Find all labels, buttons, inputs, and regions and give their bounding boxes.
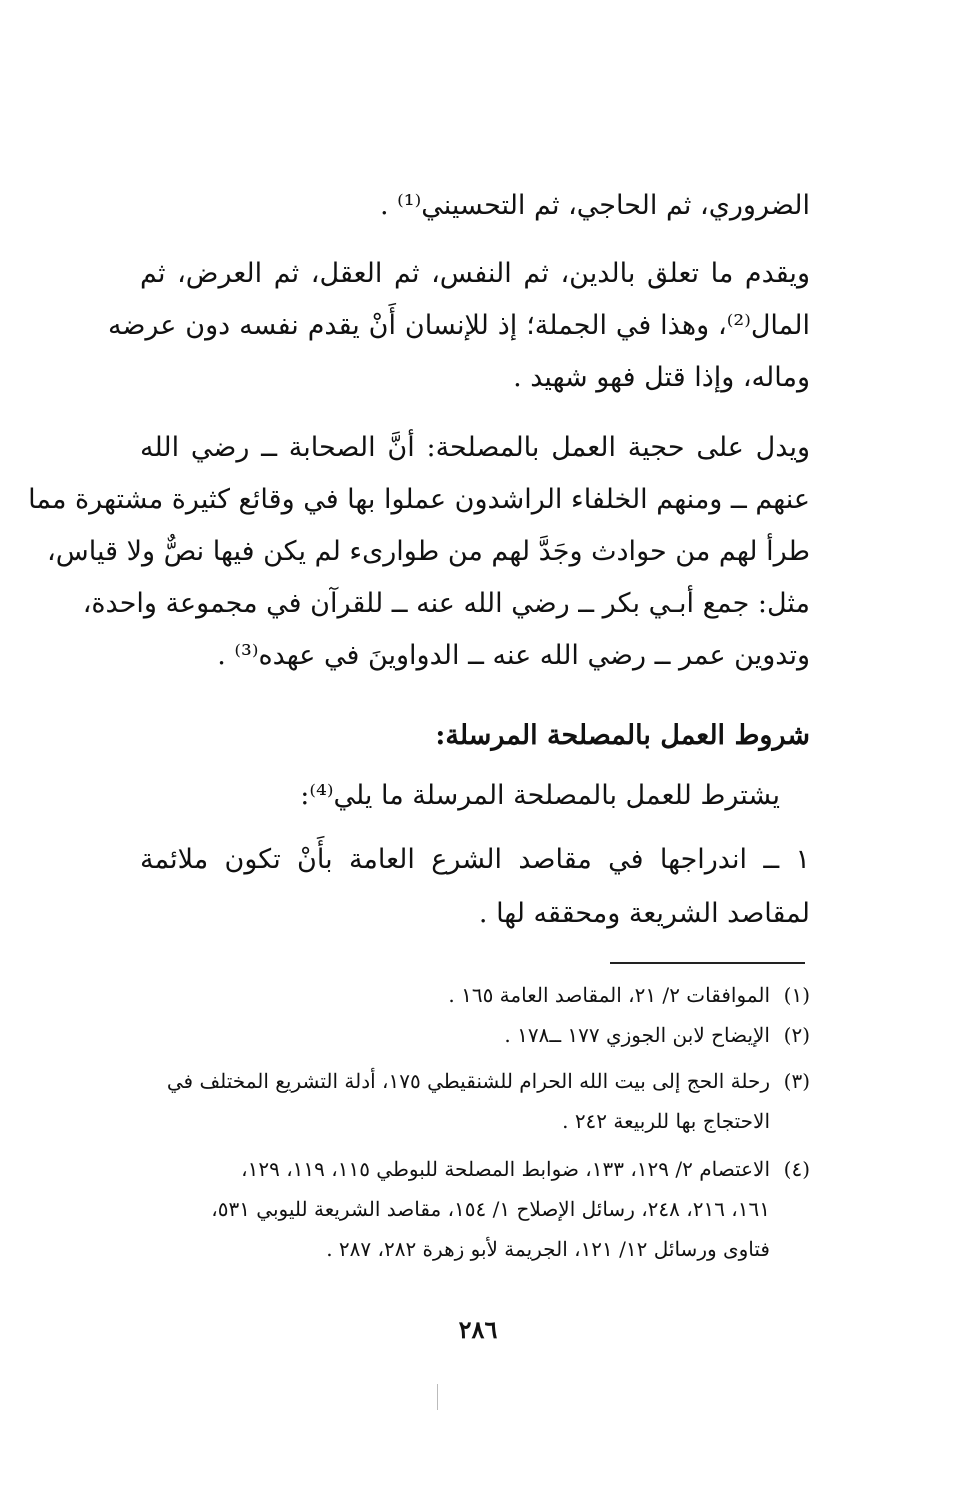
footnote bbox=[108, 980, 810, 1010]
footnote bbox=[108, 1066, 810, 1096]
footnote-number: (٢) bbox=[783, 1023, 810, 1047]
footnote bbox=[108, 1020, 810, 1050]
footnote bbox=[108, 1154, 810, 1184]
footnote-text: الاعتصام ٢/ ١٢٩، ١٣٣، ضوابط المصلحة للبوطي ١١٥، ١١٩، ١٢٩، bbox=[241, 1157, 770, 1181]
footnote-number: (٤) bbox=[783, 1157, 810, 1181]
body-line: طرأ لهم من حوادث وجَدَّ لهم من طوارىء لم يكن فيها نصٌّ ولا قياس، bbox=[47, 536, 810, 567]
body-line: المال⁽²⁾، وهذا في الجملة؛ إذ للإنسان أَنْ يقدم نفسه دون عرضه bbox=[108, 310, 810, 341]
body-line: وماله، وإذا قتل فهو شهيد . bbox=[513, 362, 810, 393]
body-line: لمقاصد الشريعة ومحققه لها . bbox=[478, 898, 810, 929]
footnote-separator bbox=[610, 962, 805, 964]
page-number: ٢٨٦ bbox=[458, 1315, 498, 1344]
scan-mark bbox=[437, 1384, 438, 1410]
body-line: عنهم ــ ومنهم الخلفاء الراشدون عملوا بها في وقائع كثيرة مشتهرة مما bbox=[28, 484, 810, 515]
body-line: وتدوين عمر ــ رضي الله عنه ــ الدواوينَ في عهده⁽³⁾ . bbox=[217, 640, 810, 671]
footnote-continuation: الاحتجاج بها للربيعة ٢٤٢ . bbox=[562, 1109, 770, 1133]
footnote-text: رحلة الحج إلى بيت الله الحرام للشنقيطي ١٧٥، أدلة التشريع المختلف في bbox=[166, 1069, 770, 1093]
body-line: ويدل على حجية العمل بالمصلحة: أنَّ الصحابة ــ رضي الله bbox=[140, 432, 810, 463]
body-line: مثل: جمع أبـي بكر ــ رضي الله عنه ــ للقرآن في مجموعة واحدة، bbox=[82, 588, 810, 619]
footnote-text: الموافقات ٢/ ٢١، المقاصد العامة ١٦٥ . bbox=[448, 983, 770, 1007]
footnote-continuation: فتاوى ورسائل ١٢/ ١٢١، الجريمة لأبو زهرة ٢٨٢، ٢٨٧ . bbox=[326, 1237, 770, 1261]
section-heading: شروط العمل بالمصلحة المرسلة: bbox=[435, 720, 810, 751]
footnote-text: الإيضاح لابن الجوزي ١٧٧ ــ١٧٨ . bbox=[504, 1023, 770, 1047]
footnote-number: (١) bbox=[783, 983, 810, 1007]
body-line: يشترط للعمل بالمصلحة المرسلة ما يلي⁽⁴⁾: bbox=[300, 780, 780, 811]
body-line: الضروري، ثم الحاجي، ثم التحسيني⁽¹⁾ . bbox=[379, 190, 810, 221]
footnote-continuation: ١٦١، ٢١٦، ٢٤٨، رسائل الإصلاح ١/ ١٥٤، مقاصد الشريعة لليوبي ٥٣١، bbox=[211, 1197, 770, 1221]
footnote-number: (٣) bbox=[783, 1069, 810, 1093]
body-line: ويقدم ما تعلق بالدين، ثم النفس، ثم العقل، ثم العرض، ثم bbox=[140, 258, 810, 289]
body-line: ١ ــ اندراجها في مقاصد الشرع العامة بأَنْ تكون ملائمة bbox=[140, 844, 810, 875]
